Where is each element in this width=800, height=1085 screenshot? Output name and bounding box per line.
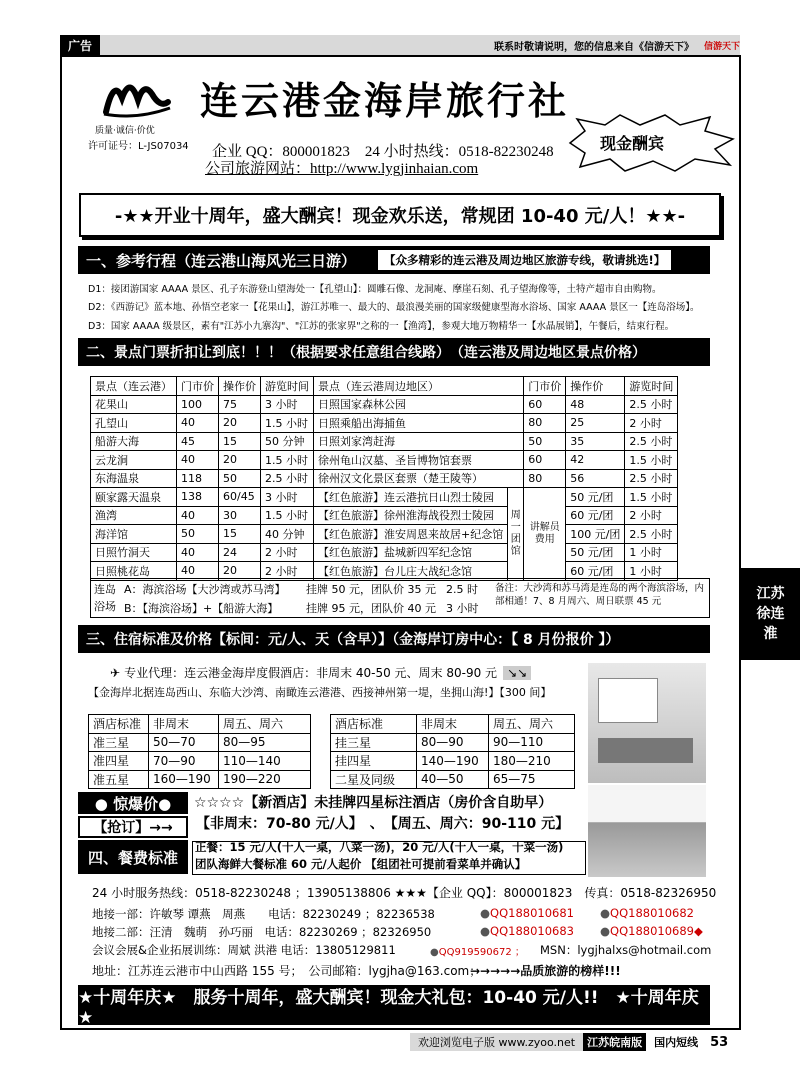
cell: 40 分钟 bbox=[261, 525, 314, 544]
cell: 56 bbox=[566, 469, 625, 488]
cell: 2.5 小时 bbox=[625, 432, 678, 451]
qq-number: QQ188010681 bbox=[490, 906, 575, 920]
qq-number: QQ188010683 bbox=[490, 924, 575, 938]
cell: 花果山 bbox=[91, 395, 177, 414]
top-logo: 信游天下 bbox=[698, 35, 740, 55]
cell: 40 bbox=[177, 543, 219, 562]
cell: 船游大海 bbox=[91, 432, 177, 451]
cell: 1.5 小时 bbox=[261, 414, 314, 433]
cell: 1.5 小时 bbox=[625, 488, 678, 507]
meal-line-2: 团队海鲜大餐标准 60 元/人起价 【组团社可提前看菜单并确认】 bbox=[195, 857, 527, 871]
arrows-icon: ↘↘ bbox=[503, 666, 531, 680]
section-hotel bbox=[78, 625, 710, 653]
cell: 20 bbox=[219, 414, 261, 433]
cell: 东海温泉 bbox=[91, 469, 177, 488]
footer-bar bbox=[410, 1033, 732, 1051]
cell: 准四星 bbox=[89, 752, 149, 771]
cell: 80 bbox=[524, 414, 566, 433]
cell: 40—50 bbox=[417, 770, 489, 789]
th: 操作价 bbox=[219, 377, 261, 396]
hotel-table-left bbox=[88, 714, 311, 789]
company-logo-icon bbox=[100, 68, 172, 120]
th: 门市价 bbox=[524, 377, 566, 396]
cell: 60 bbox=[524, 395, 566, 414]
section-itinerary-title: 一、参考行程（连云港山海风光三日游） bbox=[86, 251, 357, 270]
cell: 海洋馆 bbox=[91, 525, 177, 544]
cell: 徐州汉文化景区套票（楚王陵等） bbox=[314, 469, 524, 488]
cell: 3 小时 bbox=[261, 395, 314, 414]
qq-icon: ● bbox=[600, 924, 611, 938]
cell: 80—90 bbox=[417, 733, 489, 752]
new-hotel: ☆☆☆☆【新酒店】未挂牌四星标注酒店（房价含自助早） bbox=[194, 795, 553, 811]
cell: 80—95 bbox=[219, 733, 311, 752]
promo-banner: -★★开业十周年，盛大酬宾！现金欢乐送，常规团 10-40 元/人！★★- bbox=[79, 193, 721, 237]
cell: 60 bbox=[524, 451, 566, 470]
th: 游览时间 bbox=[261, 377, 314, 396]
table-row bbox=[91, 525, 678, 544]
cell: 【红色旅游】连云港抗日山烈士陵园 bbox=[314, 488, 508, 507]
cell: 渔湾 bbox=[91, 506, 177, 525]
page-number: 53 bbox=[710, 1034, 729, 1050]
contact-line: 企业 QQ：800001823 24 小时热线：0518-82230248 bbox=[212, 144, 554, 160]
th: 景点（连云港周边地区） bbox=[314, 377, 524, 396]
contact-dept2: 地接二部：汪清 魏萌 孙巧丽 电话：82230269 ；82326950 bbox=[92, 925, 432, 939]
th: 酒店标准 bbox=[331, 715, 417, 734]
cell: 50—70 bbox=[149, 733, 219, 752]
cell: 2 小时 bbox=[625, 506, 678, 525]
itinerary-day1: D1：接团游国家 AAAA 景区、孔子东游登山望海处一【孔望山】：圆雕石像、龙洞庵、摩崖石刻、孔子望海像等，土特产超市自由购物。 bbox=[88, 284, 662, 295]
bottom-promo: ★十周年庆★ 服务十周年，盛大酬宾！现金大礼包：10-40 元/人!! ★十周年庆★ bbox=[78, 985, 710, 1025]
cell: 60 元/团 bbox=[566, 506, 625, 525]
cell: 40 bbox=[177, 451, 219, 470]
cell: 90—110 bbox=[489, 733, 575, 752]
section-itinerary-note: 【众多精彩的连云港及周边地区旅游专线，敬请挑选!】 bbox=[378, 250, 671, 270]
table-row bbox=[89, 770, 311, 789]
jingbao-label: ● 惊爆价● bbox=[78, 792, 188, 814]
bath-a: A：海滨浴场【大沙湾或苏马湾】 bbox=[124, 583, 286, 596]
cell: 40 bbox=[177, 414, 219, 433]
th: 景点（连云港） bbox=[91, 377, 177, 396]
itinerary-day2: D2：《西游记》蓝本地、孙悟空老家一【花果山】，游江苏唯一、最大的、最浪漫美丽的国家级健康型海水浴场、国家 AAAA 景区一【连岛浴场】。 bbox=[88, 302, 700, 313]
cell: 日照竹洞天 bbox=[91, 543, 177, 562]
th: 门市价 bbox=[177, 377, 219, 396]
cell: 60 元/团 bbox=[566, 562, 625, 581]
msn: MSN：lygjhalxs@hotmail.com bbox=[540, 943, 712, 957]
top-hint: 联系时敬请说明，您的信息来自《信游天下》 bbox=[100, 35, 698, 55]
beach-box bbox=[90, 578, 710, 618]
table-header-row bbox=[91, 377, 678, 396]
cell: 【红色旅游】徐州淮海战役烈士陵园 bbox=[314, 506, 508, 525]
cell: 138 bbox=[177, 488, 219, 507]
agent-address: 【金海岸北据连岛西山、东临大沙湾、南瞰连云港港、西接神州第一堤，坐拥山海!】【300 间】 bbox=[88, 686, 552, 699]
qq-number: QQ919590672 ； bbox=[438, 947, 525, 958]
qiangding-label: 【抢订】→→ bbox=[78, 816, 188, 838]
cell: 70—90 bbox=[149, 752, 219, 771]
website-link[interactable]: 公司旅游网站：http://www.lygjinhaian.com bbox=[205, 161, 479, 177]
qq-icon: ● bbox=[480, 906, 491, 920]
table-row bbox=[331, 770, 575, 789]
license: 许可证号：L-JS07034 bbox=[88, 141, 189, 152]
th: 酒店标准 bbox=[89, 715, 149, 734]
section-meal-title: 四、餐费标准 bbox=[78, 840, 188, 874]
contact-dept3: 会议会展&企业拓展训练：周斌 洪港 电话：13805129811 bbox=[92, 943, 396, 957]
address: 地址：江苏连云港市中山西路 155 号； 公司邮箱：lygjha@163.com； bbox=[92, 964, 482, 978]
cell: 50 bbox=[524, 432, 566, 451]
qq-number: QQ188010689◆ bbox=[610, 924, 703, 938]
window-shape bbox=[598, 678, 658, 723]
cell: 190—220 bbox=[219, 770, 311, 789]
th: 周五、周六 bbox=[219, 715, 311, 734]
beach-label: 连岛浴场 bbox=[94, 583, 116, 613]
footer-site[interactable]: 欢迎浏览电子版 www.zyoo.net bbox=[410, 1033, 583, 1051]
table-row bbox=[91, 506, 678, 525]
cell: 50 元/团 bbox=[566, 543, 625, 562]
footer-edition: 江苏皖南版 bbox=[583, 1033, 646, 1051]
contact-dept2-qq2 bbox=[600, 924, 703, 938]
cell: 1 小时 bbox=[625, 562, 678, 581]
cell: 日照刘家湾赶海 bbox=[314, 432, 524, 451]
cell: 80 bbox=[524, 469, 566, 488]
cell: 孔望山 bbox=[91, 414, 177, 433]
th: 游览时间 bbox=[625, 377, 678, 396]
cell: 40 bbox=[177, 562, 219, 581]
cell: 50 分钟 bbox=[261, 432, 314, 451]
cell: 48 bbox=[566, 395, 625, 414]
bath-note: 备注：大沙湾和苏马湾是连岛的两个海滨浴场，内部相通！7、8 月周六、周日联票 45 元 bbox=[495, 583, 705, 607]
section-itinerary bbox=[78, 246, 710, 274]
section-tickets bbox=[78, 338, 710, 366]
table-row bbox=[91, 395, 678, 414]
table-row bbox=[89, 752, 311, 771]
cell: 180—210 bbox=[489, 752, 575, 771]
table-row bbox=[89, 733, 311, 752]
contact-dept1-qq2 bbox=[600, 906, 694, 920]
burst-label: 现金酬宾 bbox=[600, 134, 665, 153]
th: 操作价 bbox=[566, 377, 625, 396]
new-hotel-price: 【非周末：70-80 元/人】 、 【周五、周六：90-110 元】 bbox=[196, 816, 570, 832]
cell: 2.5 小时 bbox=[261, 469, 314, 488]
cell: 2.5 小时 bbox=[625, 469, 678, 488]
th: 周五、周六 bbox=[489, 715, 575, 734]
cell: 【红色旅游】淮安周恩来故居+纪念馆 bbox=[314, 525, 508, 544]
cell: 1.5 小时 bbox=[261, 451, 314, 470]
agent-text: 专业代理：连云港金海岸度假酒店：非周末 40-50 元、周末 80-90 元 bbox=[124, 666, 498, 680]
cell: 挂四星 bbox=[331, 752, 417, 771]
cell: 110—140 bbox=[219, 752, 311, 771]
bath-a-time: 2.5 时 bbox=[446, 583, 478, 596]
bed-shape bbox=[598, 738, 693, 763]
contact-dept1: 地接一部：许敏琴 谭燕 周燕 电话：82230249 ；82236538 bbox=[92, 907, 435, 921]
cell: 1 小时 bbox=[625, 543, 678, 562]
cell: 挂三星 bbox=[331, 733, 417, 752]
cell: 15 bbox=[219, 525, 261, 544]
table-row bbox=[91, 488, 678, 507]
hotel-room-photo bbox=[588, 663, 706, 783]
contact-dept3-qq bbox=[430, 943, 525, 958]
agent-line bbox=[110, 664, 531, 681]
cell: 20 bbox=[219, 562, 261, 581]
cell: 50 元/团 bbox=[566, 488, 625, 507]
cell: 35 bbox=[566, 432, 625, 451]
cell: 二星及同级 bbox=[331, 770, 417, 789]
cell: 准三星 bbox=[89, 733, 149, 752]
section-tickets-title: 二、景点门票折扣让到底！！！（根据要求任意组合线路） （连云港及周边地区景点价格） bbox=[86, 345, 646, 361]
cell: 75 bbox=[219, 395, 261, 414]
th: 非周末 bbox=[417, 715, 489, 734]
cell: 100 元/团 bbox=[566, 525, 625, 544]
table-row bbox=[331, 752, 575, 771]
cell: 25 bbox=[566, 414, 625, 433]
cell: 2 小时 bbox=[625, 414, 678, 433]
contact-dept1-qq bbox=[480, 906, 574, 920]
cell: 118 bbox=[177, 469, 219, 488]
cell: 日照乘船出海捕鱼 bbox=[314, 414, 524, 433]
cell: 3 小时 bbox=[261, 488, 314, 507]
table-row bbox=[91, 543, 678, 562]
top-bar bbox=[60, 35, 740, 55]
table-row bbox=[91, 432, 678, 451]
qq-icon: ● bbox=[600, 906, 611, 920]
th: 非周末 bbox=[149, 715, 219, 734]
plane-icon: ✈ bbox=[110, 666, 121, 680]
cell: 日照桃花岛 bbox=[91, 562, 177, 581]
cell: 日照国家森林公园 bbox=[314, 395, 524, 414]
cell: 50 bbox=[177, 525, 219, 544]
table-row bbox=[91, 451, 678, 470]
meal-line-1: 正餐：15 元/人(十人一桌，八菜一汤)，20 元/人(十人一桌，十菜一汤) bbox=[195, 840, 564, 854]
cell: 2 小时 bbox=[261, 543, 314, 562]
cell: 15 bbox=[219, 432, 261, 451]
cell: 【红色旅游】台儿庄大战纪念馆 bbox=[314, 562, 508, 581]
cell: 42 bbox=[566, 451, 625, 470]
zhou-tuan-label: 周一团馆 bbox=[508, 488, 524, 581]
table-row bbox=[91, 414, 678, 433]
brand-name: 连云港金海岸旅行社 bbox=[200, 79, 570, 123]
cell: 140—190 bbox=[417, 752, 489, 771]
cell: 颐家露天温泉 bbox=[91, 488, 177, 507]
cell: 1.5 小时 bbox=[261, 506, 314, 525]
cell: 20 bbox=[219, 451, 261, 470]
cell: 40 bbox=[177, 506, 219, 525]
cell: 160—190 bbox=[149, 770, 219, 789]
cell: 24 bbox=[219, 543, 261, 562]
cell: 65—75 bbox=[489, 770, 575, 789]
address-tagline: →→→→→品质旅游的榜样!!! bbox=[470, 964, 621, 978]
bath-a-price: 挂牌 50 元，团队价 35 元 bbox=[306, 583, 436, 596]
ticket-table bbox=[90, 376, 678, 581]
hotel-table-right bbox=[330, 714, 575, 789]
cell: 准五星 bbox=[89, 770, 149, 789]
bath-b-time: 3 小时 bbox=[446, 602, 479, 615]
cell: 2.5 小时 bbox=[625, 395, 678, 414]
qq-number: QQ188010682 bbox=[610, 906, 695, 920]
cell: 【红色旅游】盐城新四军纪念馆 bbox=[314, 543, 508, 562]
cell: 45 bbox=[177, 432, 219, 451]
hotline: 24 小时服务热线：0518-82230248 ；13905138806 ★★★【企业 QQ】：800001823 传真：0518-82326950 bbox=[92, 886, 717, 900]
qq-icon: ● bbox=[430, 947, 439, 958]
qq-icon: ● bbox=[480, 924, 491, 938]
table-row bbox=[91, 469, 678, 488]
side-tab-label: 江苏徐连淮 bbox=[756, 586, 785, 642]
guide-fee-label: 讲解员费用 bbox=[524, 488, 566, 581]
beach-photo bbox=[588, 785, 706, 877]
cell: 50 bbox=[219, 469, 261, 488]
cell: 30 bbox=[219, 506, 261, 525]
ad-tag: 广告 bbox=[60, 35, 100, 55]
cell: 100 bbox=[177, 395, 219, 414]
table-row bbox=[331, 733, 575, 752]
cell: 2.5 小时 bbox=[625, 525, 678, 544]
side-tab bbox=[741, 568, 800, 660]
bath-b-price: 挂牌 95 元，团队价 40 元 bbox=[306, 602, 436, 615]
itinerary-day3: D3：国家 AAAA 级景区，素有"江苏小九寨沟"、"江苏的张家界"之称的一【渔湾】，参观大地万物精华一【水晶展销】，午餐后，结束行程。 bbox=[88, 321, 675, 332]
cell: 云龙涧 bbox=[91, 451, 177, 470]
cell: 2 小时 bbox=[261, 562, 314, 581]
cell: 60/45 bbox=[219, 488, 261, 507]
contact-dept2-qq bbox=[480, 924, 574, 938]
slogan: 质量·诚信·价优 bbox=[95, 126, 155, 136]
footer-section: 国内短线 bbox=[654, 1036, 699, 1049]
section-hotel-title: 三、住宿标准及价格【标间：元/人、天（含早）】（金海岸订房中心：【 8 月份报价 】） bbox=[86, 632, 620, 648]
bath-b: B：【海滨浴场】+【船游大海】 bbox=[124, 602, 279, 615]
cell: 1.5 小时 bbox=[625, 451, 678, 470]
cell: 徐州龟山汉墓、圣旨博物馆套票 bbox=[314, 451, 524, 470]
